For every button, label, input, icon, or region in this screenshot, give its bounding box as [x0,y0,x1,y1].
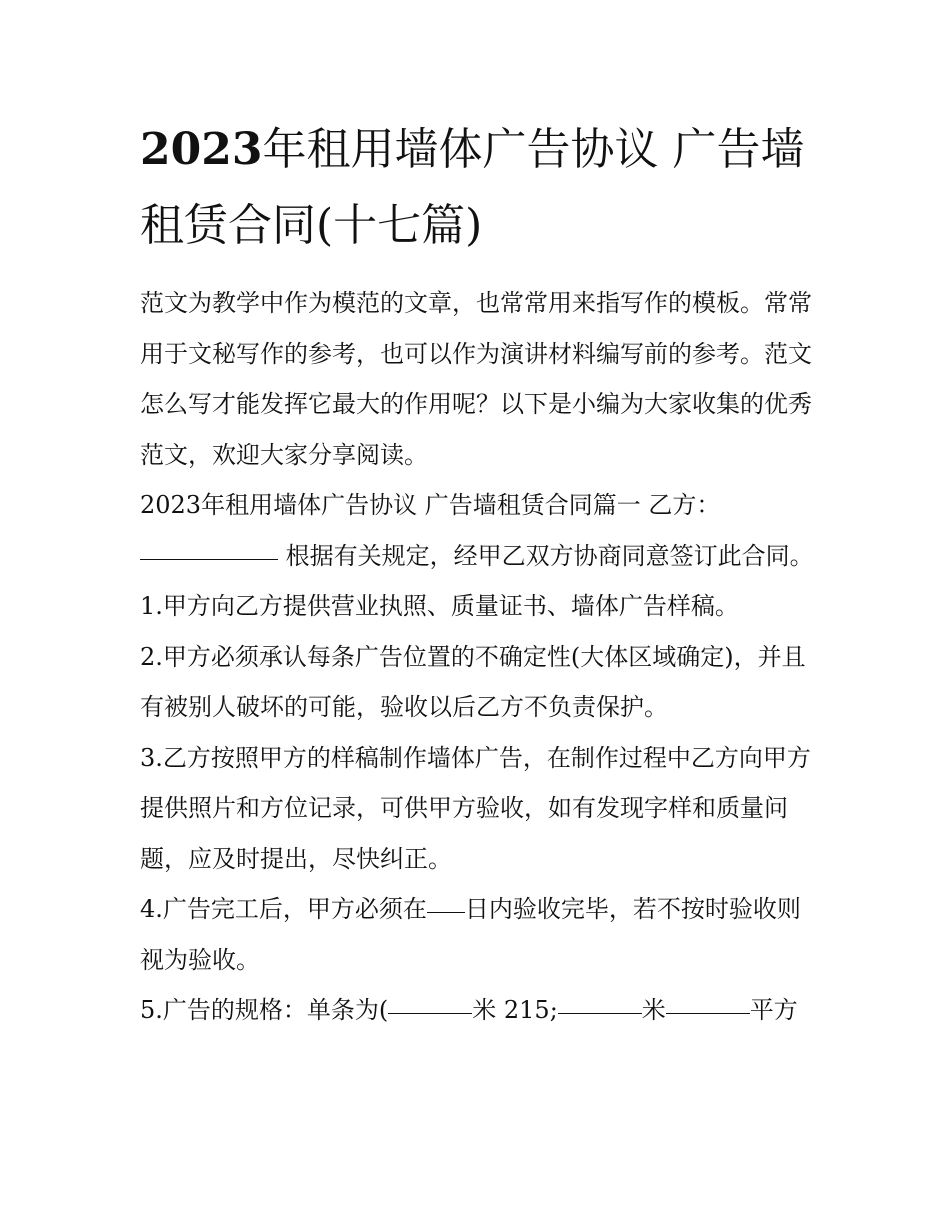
clause-5 [140,985,820,1036]
clause-4-end: 日内验收完毕，若不按时验收则视为验收。 [140,895,801,974]
title-text: 年租用墙体广告协议 广告墙租赁合同(十七篇) [140,124,805,251]
clause-5-part-d: 平方 [749,996,798,1024]
section-heading: 2023年租用墙体广告协议 广告墙租赁合同篇一 乙方： [140,491,721,519]
clause-4 [140,884,820,985]
size-blank-3 [666,1012,750,1014]
party-b-blank [140,558,278,560]
clause-1: 1.甲方向乙方提供营业执照、质量证书、墙体广告样稿。 [140,592,739,620]
size-blank-2 [558,1012,642,1014]
clause-5-part-b: 米 215; [472,996,558,1024]
agreement-text: 根据有关规定，经甲乙双方协商同意签订此合同。 [285,541,814,570]
clause-5-start: 5.广告的规格：单条为( [140,996,389,1024]
agreement-paragraph [140,531,820,582]
intro-paragraph: 范文为教学中作为模范的文章，也常常用来指写作的模板。常常用于文秘写作的参考，也可以作为演讲材料编写前的参考。范文怎么写才能发挥它最大的作用呢？以下是小编为大家收集的优秀范文，欢迎大家分享阅读。 [140,289,812,469]
document-body [140,278,820,1036]
clause-2: 2.甲方必须承认每条广告位置的不确定性(大体区域确定)，并且有被别人破坏的可能，验收以后乙方不负责保护。 [140,642,806,721]
clause-3: 3.乙方按照甲方的样稿制作墙体广告，在制作过程中乙方向甲方提供照片和方位记录，可供甲方验收，如有发现字样和质量问题，应及时提出，尽快纠正。 [140,743,811,873]
title-year: 2023 [140,124,263,175]
size-blank-1 [388,1012,472,1014]
clause-5-part-c: 米 [641,996,666,1024]
document-title [140,112,820,264]
clause-4-start: 4.广告完工后，甲方必须在 [140,895,427,923]
days-blank [427,911,465,913]
